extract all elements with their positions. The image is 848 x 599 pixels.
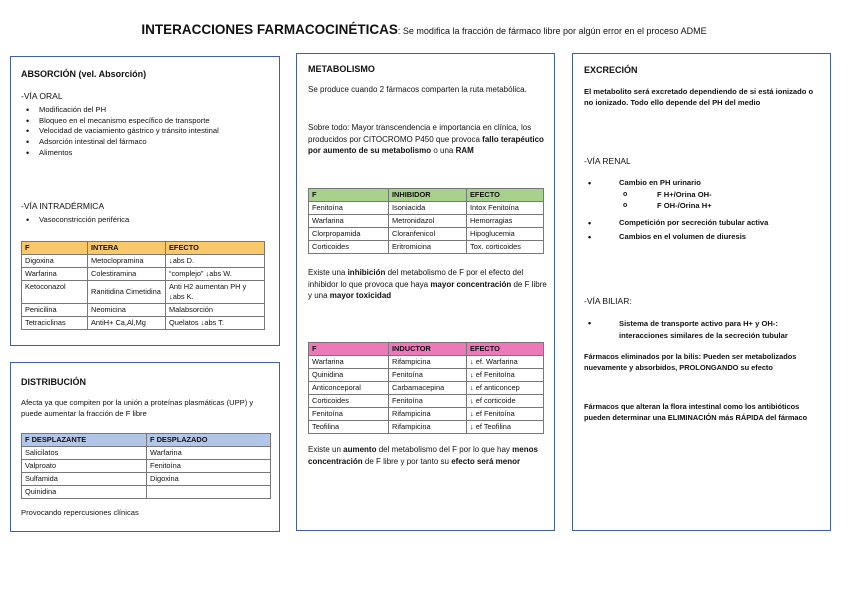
text-span-bold: mayor concentración [430,279,512,289]
distribucion-footer: Provocando repercusiones clínicas [21,508,139,517]
via-intradermica-heading: -VÍA INTRADÉRMICA [21,201,105,211]
table-cell: Hemorragias [467,214,544,227]
excrecion-intro: El metabolito será excretado dependiendo de si está ionizado o no ionizado. Todo ello depende del PH del medio [584,87,814,108]
distribucion-table [21,433,271,499]
column-header: INHIBIDOR [389,189,467,202]
table-cell: Fenitoína [389,368,467,381]
table-cell: Fenitoína [309,407,389,420]
column-header: F [22,242,88,255]
text-span-bold: mayor toxicidad [329,291,392,301]
table-row [22,303,265,316]
table-cell: Cloranfenicol [389,227,467,240]
table-row [309,407,544,420]
column-header: F DESPLAZADO [147,434,271,447]
table-cell: Salicilatos [22,446,147,459]
table-cell: Carbamacepina [389,381,467,394]
table-cell: ↓ ef Fenitoína [467,407,544,420]
table-row [22,446,271,459]
table-cell: Metoclopramina [88,254,166,267]
table-cell: ↓ ef anticoncep [467,381,544,394]
column-header: EFECTO [467,343,544,356]
via-oral-list [11,105,273,158]
table-cell: Penicilina [22,303,88,316]
via-biliar-heading: -VÍA BILIAR: [584,296,632,306]
text-span: del metabolismo de F por el efecto del inhibidor lo que provoca que haya [308,268,524,289]
text-span-bold: menos concentración [308,445,538,466]
list-item: o F H+/Orina OH- [573,190,828,201]
text-span: Existe un [308,445,344,454]
list-item: • Modificación del PH [11,105,273,116]
table-cell: Warfarina [147,446,271,459]
table-cell: Corticoides [309,240,389,253]
table-cell: Warfarina [309,214,389,227]
column-header: F DESPLAZANTE [22,434,147,447]
table-cell: Fenitoína [147,459,271,472]
table-cell: ↓ ef Fenitoína [467,368,544,381]
table-cell: Anticonceporal [309,381,389,394]
via-intradermica-list [11,215,273,226]
absorcion-panel [10,56,280,346]
text-span: de F libre y por tanto su [362,456,452,466]
table-row [22,280,265,303]
table-cell: Digoxina [147,472,271,485]
list-item: • Sistema de transporte activo para H+ y OH-: interacciones similares de la secreción tubular [573,318,828,342]
text-span: Sobre todo: Mayor transcendencia e importancia en clínica, los producidos por CITOCROMO P450 que provoca [308,123,532,144]
table-cell: AntiH+ Ca,Al,Mg [88,316,166,329]
table-row [309,227,544,240]
table-row [22,485,271,498]
excrecion-title: EXCRECIÓN [584,65,638,75]
text-span: del metabolismo del F por lo que hay [376,445,513,454]
metabolismo-title: METABOLISMO [308,64,375,74]
table-row [22,316,265,329]
table-cell: ↓ ef corticoide [467,394,544,407]
via-renal-list [573,178,828,189]
excrecion-panel [572,53,831,531]
text-span-bold: fallo terapéutico por aumento de su metabolismo [308,134,544,156]
list-item: o F OH-/Orina H+ [573,201,828,212]
absorcion-table [21,241,265,330]
metabolismo-panel [296,53,555,531]
list-item: • Vasoconstricción periférica [11,215,273,226]
table-cell: Tox. corticoides [467,240,544,253]
table-cell: Sulfamida [22,472,147,485]
table-cell: Fenitoína [389,394,467,407]
table-row [309,381,544,394]
metabolismo-paragraph-1 [308,122,548,157]
distribucion-title: DISTRIBUCIÓN [21,377,86,387]
table-cell: Rifampicina [389,355,467,368]
via-biliar-list [573,318,828,342]
table-row [309,368,544,381]
column-header: F [309,343,389,356]
table-cell: ↓ ef Teofilina [467,420,544,433]
list-item: • Competición por secreción tubular activa [573,218,828,229]
text-span-bold: RAM [455,146,474,156]
table-cell: Tetraciclinas [22,316,88,329]
table-cell: Rifampicina [389,420,467,433]
column-header: INDUCTOR [389,343,467,356]
metabolismo-paragraph-3 [308,444,548,467]
table-cell: Warfarina [309,355,389,368]
via-renal-heading: -VÍA RENAL [584,156,631,166]
table-header-row [22,242,265,255]
list-item: • Adsorción intestinal del fármaco [11,137,273,148]
table-cell: ↓abs D. [166,254,265,267]
text-span: o una [431,146,456,156]
list-item: • Alimentos [11,148,273,159]
via-renal-list-rest [573,218,828,242]
inhibidor-table [308,188,544,254]
table-cell: Eritromicina [389,240,467,253]
column-header: F [309,189,389,202]
table-cell [147,485,271,498]
table-row [309,214,544,227]
text-span-bold: aumento [343,445,377,454]
absorcion-title: ABSORCIÓN (vel. Absorción) [21,69,147,79]
biliar-paragraph-2: Fármacos que alteran la flora intestinal como los antibióticos pueden determinar una ELIMINACIÓN más RÁPIDA del fármaco [584,402,808,423]
inductor-table [308,342,544,434]
text-span-bold: efecto será menor [451,456,521,466]
biliar-paragraph-1: Fármacos eliminados por la bilis: Pueden ser metabolizados nuevamente y absorbidos, PROLONGANDO su efecto [584,352,797,373]
table-row [309,394,544,407]
text-span-bold: inhibición [347,268,386,277]
distribucion-text: Afecta ya que compiten por la unión a proteínas plasmáticas (UPP) y puede aumentar la fracción de F libre [21,398,254,418]
table-cell: Isoniacida [389,201,467,214]
table-row [309,420,544,433]
metabolismo-intro: Se produce cuando 2 fármacos comparten la ruta metabólica. [308,85,527,94]
text-span: Existe una [308,268,348,277]
table-cell: Metronidazol [389,214,467,227]
metabolismo-paragraph-2 [308,267,548,302]
table-row [309,240,544,253]
table-row [309,201,544,214]
table-header-row [309,343,544,356]
via-oral-heading: -VÍA ORAL [21,91,63,101]
table-header-row [22,434,271,447]
column-header: EFECTO [467,189,544,202]
table-cell: Teofilina [309,420,389,433]
table-row [22,459,271,472]
table-cell: Quelatos ↓abs T. [166,316,265,329]
distribucion-panel [10,362,280,532]
table-cell: Quinidina [309,368,389,381]
table-cell: Quinidina [22,485,147,498]
page-title [0,22,848,37]
table-cell: Rifampicina [389,407,467,420]
table-cell: ↓ ef. Warfarina [467,355,544,368]
list-item: • Cambio en PH urinario [573,178,828,189]
page-title-subtitle: : Se modifica la fracción de fármaco libre por algún error en el proceso ADME [397,26,707,36]
column-header: EFECTO [166,242,265,255]
table-row [22,254,265,267]
table-row [309,355,544,368]
list-item: • Velocidad de vaciamiento gástrico y tránsito intestinal [11,126,221,137]
via-renal-sublist [573,190,828,211]
table-cell: Valproato [22,459,147,472]
page-title-main: INTERACCIONES FARMACOCINÉTICAS [141,22,398,37]
table-cell: Digoxina [22,254,88,267]
table-row [22,472,271,485]
table-cell: Malabsorción [166,303,265,316]
table-cell: Corticoides [309,394,389,407]
table-cell: Neomicina [88,303,166,316]
table-cell: Ketoconazol [22,280,88,303]
table-cell: Intox Fenitoína [467,201,544,214]
text-span: de F libre y una [308,279,547,301]
column-header: INTERA [88,242,166,255]
table-header-row [309,189,544,202]
table-cell: Colestiramina [88,267,166,280]
table-cell: “complejo” ↓abs W. [166,267,265,280]
table-row [22,267,265,280]
list-item: • Cambios en el volumen de diuresis [573,232,828,243]
table-cell: Warfarina [22,267,88,280]
table-cell: Clorpropamida [309,227,389,240]
table-cell: Anti H2 aumentan PH y ↓abs K. [166,280,265,303]
table-cell: Fenitoína [309,201,389,214]
table-cell: Ranitidina Cimetidina [88,280,166,303]
table-cell: Hipoglucemia [467,227,544,240]
list-item: • Bloqueo en el mecanismo específico de transporte [11,116,273,127]
